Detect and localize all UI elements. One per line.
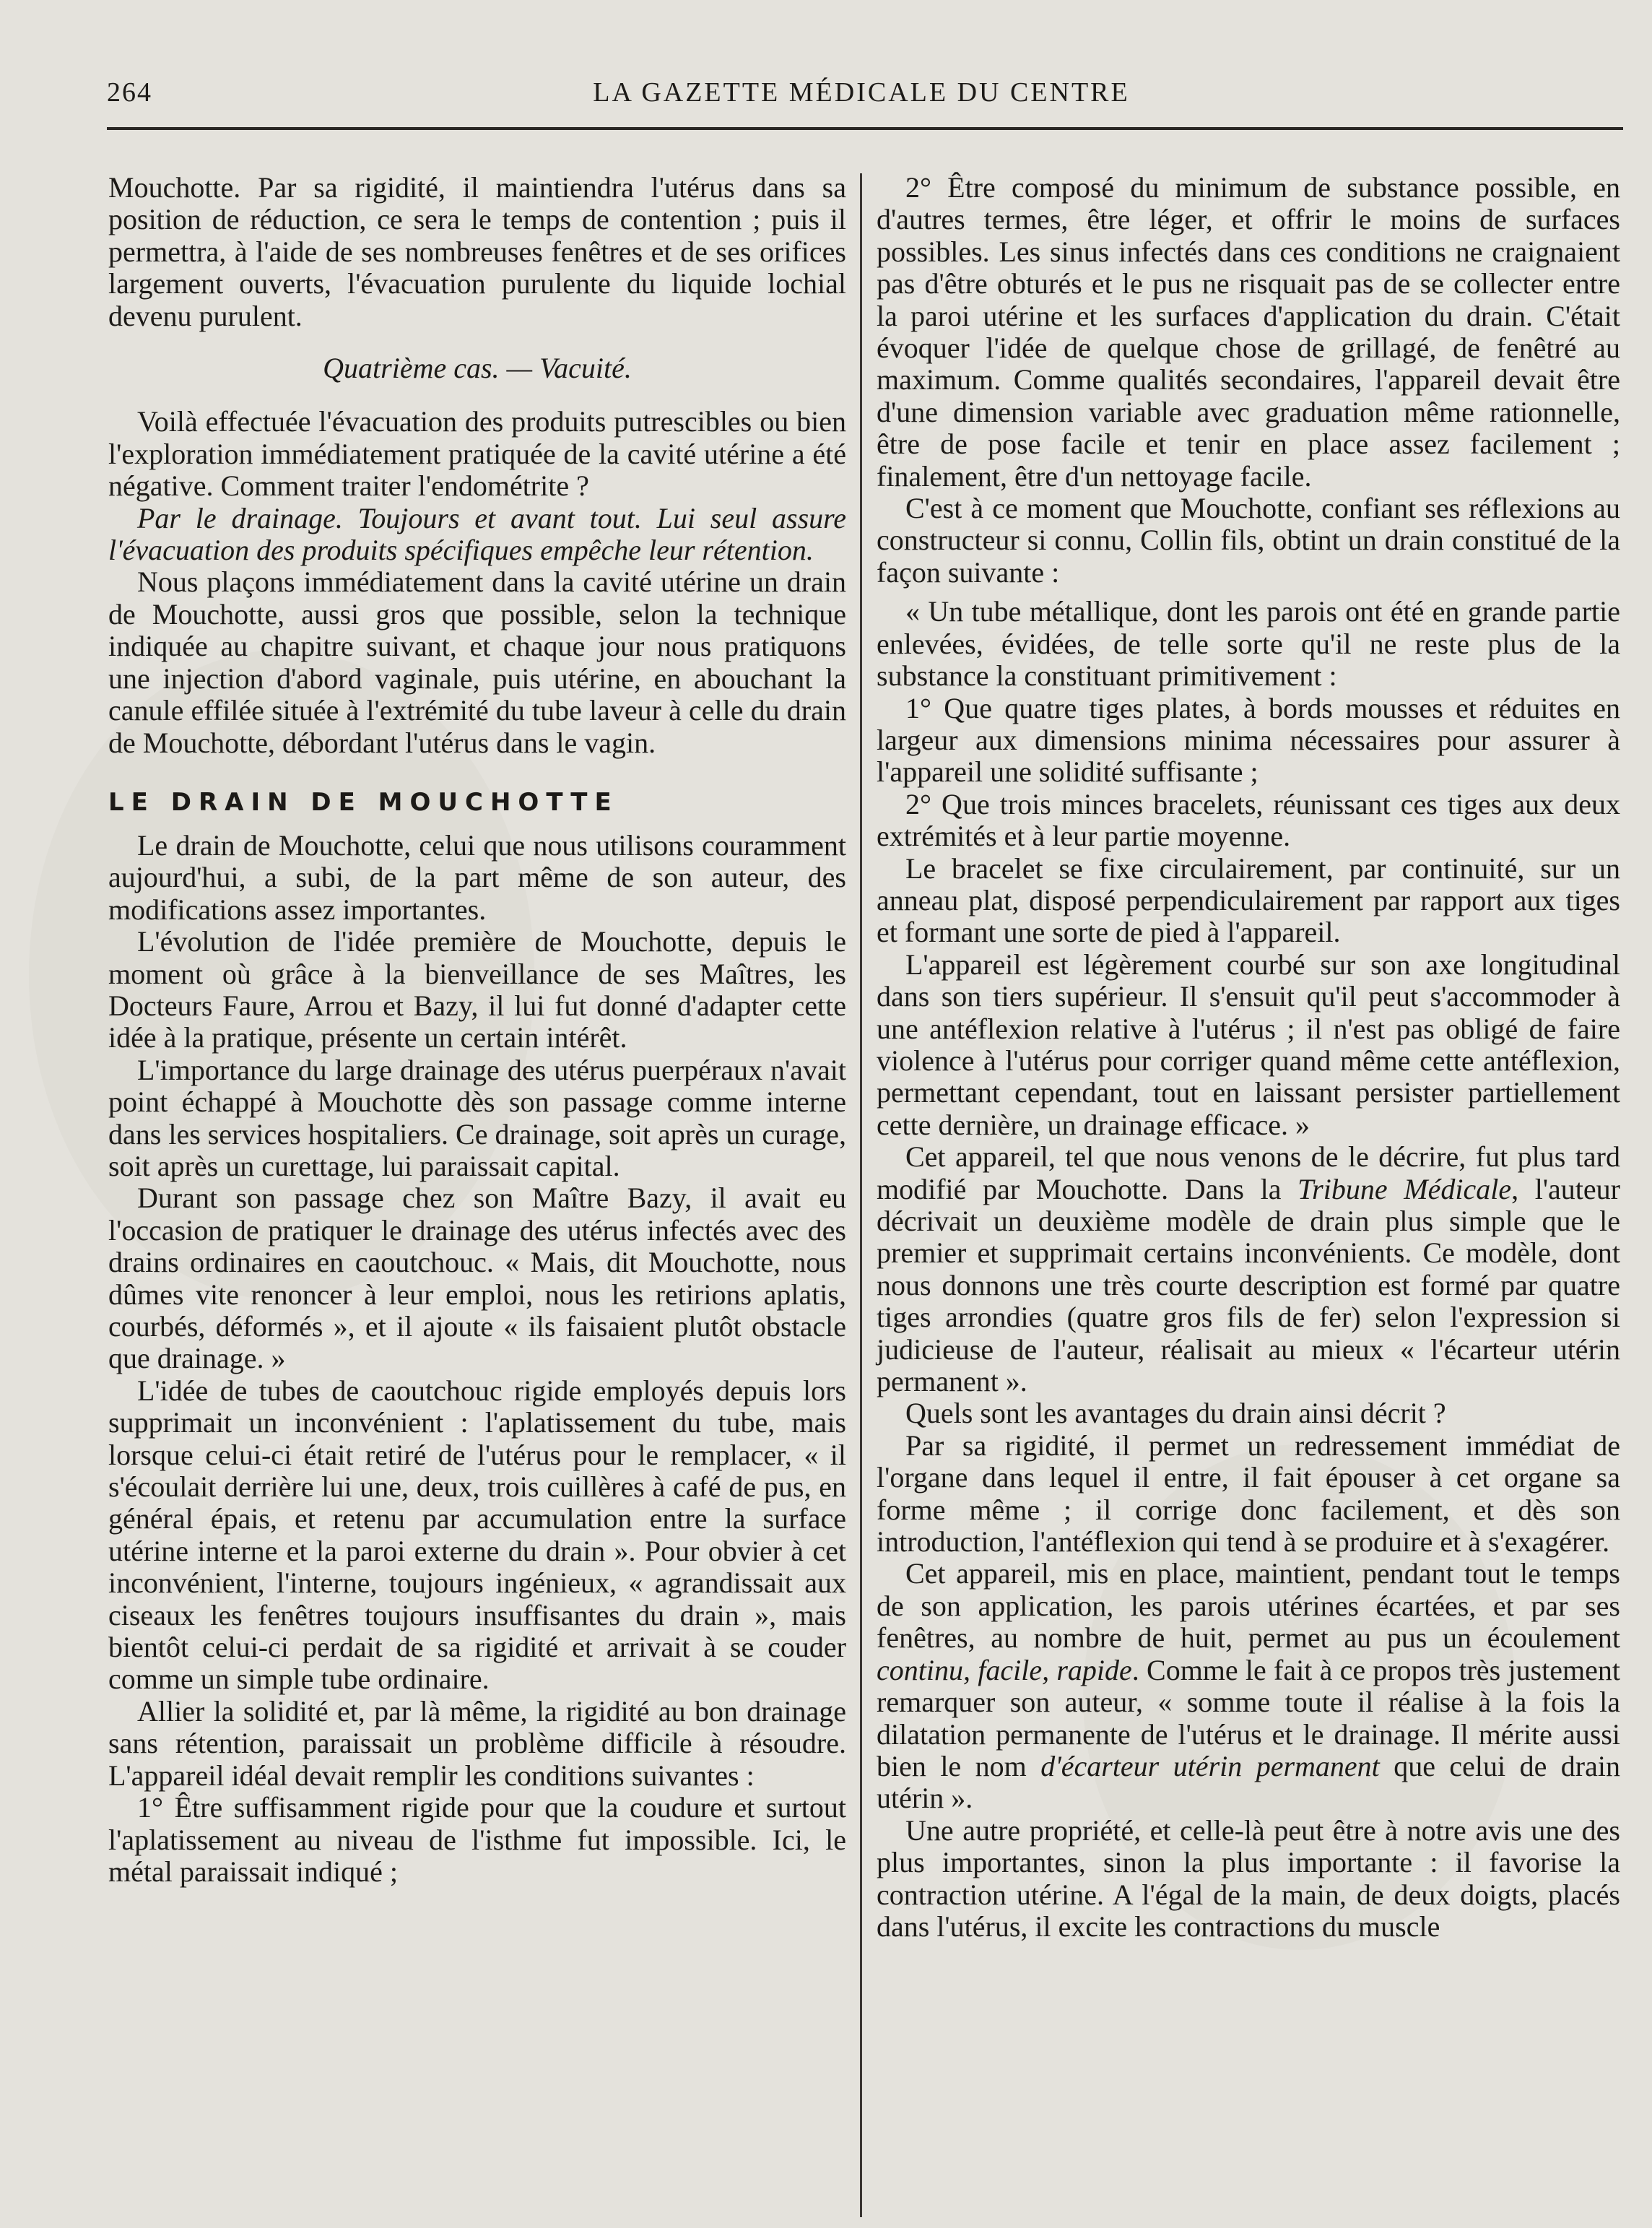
paragraph: 2° Que trois minces bracelets, réunissant ces tiges aux deux extrémités et à leur partie moyenne. — [877, 787, 1620, 853]
paragraph: Mouchotte. Par sa rigidité, il maintiendra l'utérus dans sa position de réduction, ce sera le temps de contention ; puis il permettra, à l'aide de ses nombreuses fenêtres et de ses orifices largement ouverts, l'évacuation purulente du liquide lochial devenu purulent. — [108, 171, 846, 332]
case-heading: Quatrième cas. — Vacuité. — [323, 352, 632, 385]
column-divider — [860, 173, 862, 2217]
paragraph: L'évolution de l'idée première de Mouchotte, depuis le moment où grâce à la bienveillance de ses Maîtres, les Docteurs Faure, Arrou et Bazy, il lui fut donné d'adapter cette idée à la pratique, présente un certain intérêt. — [108, 925, 846, 1054]
right-column — [877, 172, 1620, 1943]
paragraph: Allier la solidité et, par là même, la rigidité au bon drainage sans rétention, paraissait un problème difficile à résoudre. L'appareil idéal devait remplir les conditions suivantes : — [108, 1694, 846, 1792]
text-span: Cet appareil, tel que nous venons de le décrire, fut plus tard modifié par Mouchotte. Dans la — [877, 1140, 1620, 1205]
paragraph — [877, 1141, 1620, 1397]
italic-span: Tribune Médicale — [1297, 1172, 1512, 1205]
text-span: que celui de drain utérin ». — [877, 1749, 1620, 1815]
paragraph: 1° Que quatre tiges plates, à bords mousses et réduites en largeur aux dimensions minima nécessaires pour assurer à l'appareil une solidité suffisante ; — [877, 691, 1620, 789]
paragraph: Nous plaçons immédiatement dans la cavité utérine un drain de Mouchotte, aussi gros que possible, selon la technique indiquée au chapitre suivant, et chaque jour nous pratiquons une injection d'abord vaginale, puis utérine, en abouchant la canule effilée située à l'extrémité du tube laveur à celle du drain de Mouchotte, débordant l'utérus dans le vagin. — [108, 565, 846, 759]
text-span: Cet appareil, mis en place, maintient, pendant tout le temps de son application, les parois utérines écartées, et par ses fenêtres, au nombre de huit, permet au pus un écoulement — [877, 1557, 1620, 1655]
paragraph: 2° Être composé du minimum de substance possible, en d'autres termes, être léger, et offrir le moins de surfaces possibles. Les sinus infectés dans ces conditions ne craignaient pas d'être obturés et le pus ne risquait pas de se collecter entre la paroi utérine et les surfaces d'application du drain. C'était évoquer l'idée de quelque chose de grillagé, de fenêtré au maximum. Comme qualités secondaires, l'appareil devait être d'une dimension variable avec graduation même rationnelle, être de pose facile et tenir en place assez facilement ; finalement, être d'un nettoyage facile. — [877, 171, 1620, 493]
italic-span: continu, facile, rapide — [877, 1653, 1132, 1686]
paragraph: Voilà effectuée l'évacuation des produits putrescibles ou bien l'exploration immédiatement pratiquée de la cavité utérine a été négative. Comment traiter l'endométrite ? — [108, 405, 846, 503]
header-rule — [107, 127, 1623, 130]
paragraph: Quels sont les avantages du drain ainsi décrit ? — [905, 1397, 1446, 1430]
paragraph: L'idée de tubes de caoutchouc rigide employés depuis lors supprimait un inconvénient : l'aplatissement du tube, mais lorsque celui-ci était retiré de l'utérus pour le remplacer, « il s'écoulait derrière lui une, deux, trois cuillères à café de pus, en général épais, et retenu par accumulation entre la surface utérine interne et la paroi externe du drain ». Pour obvier à cet inconvénient, l'interne, toujours ingénieux, « agrandissait aux ciseaux les fenêtres toujours insuffisantes du drain », mais bientôt celui-ci perdait de sa rigidité et arrivait à se couder comme un simple tube ordinaire. — [108, 1374, 846, 1696]
journal-title: LA GAZETTE MÉDICALE DU CENTRE — [593, 77, 1130, 108]
paragraph: « Un tube métallique, dont les parois ont été en grande partie enlevées, évidées, de telle sorte qu'il ne reste plus de la substance la constituant primitivement : — [877, 595, 1620, 693]
paragraph: Par sa rigidité, il permet un redressement immédiat de l'organe dans lequel il entre, il fait épouser à cet organe sa forme même ; il corrige donc facilement, et dès son introduction, l'antéflexion qui tend à se produire et à s'exagérer. — [877, 1429, 1620, 1559]
paragraph: L'appareil est légèrement courbé sur son axe longitudinal dans son tiers supérieur. Il s'ensuit qu'il peut s'accommoder à une antéflexion relative à l'utérus ; il n'est pas obligé de faire violence à l'utérus pour corriger quand même cette antéflexion, permettant cependant, tout en laissant persister partiellement cette dernière, un drainage efficace. » — [877, 948, 1620, 1141]
italic-paragraph: Par le drainage. Toujours et avant tout. Lui seul assure l'évacuation des produits spécifiques empêche leur rétention. — [108, 501, 846, 567]
text-span: , l'auteur décrivait un deuxième modèle de drain plus simple que le premier et supprimait certains inconvénients. Ce modèle, dont nous donnons une très courte description est formé par quatre tiges arrondies (quatre gros fils de fer) selon l'expression si judicieuse de l'auteur, réalisait au mieux « l'écarteur utérin permanent ». — [877, 1172, 1620, 1398]
paragraph: C'est à ce moment que Mouchotte, confiant ses réflexions au constructeur si connu, Collin fils, obtint un drain constitué de la façon suivante : — [877, 492, 1620, 589]
paragraph: Le bracelet se fixe circulairement, par continuité, sur un anneau plat, disposé perpendiculairement par rapport aux tiges et formant une sorte de pied à l'appareil. — [877, 851, 1620, 949]
left-column — [108, 172, 846, 1888]
paragraph — [877, 1558, 1620, 1814]
paragraph: 1° Être suffisamment rigide pour que la coudure et surtout l'aplatissement au niveau de l'isthme fut impossible. Ici, le métal paraissait indiqué ; — [108, 1791, 846, 1888]
section-heading: LE DRAIN DE MOUCHOTTE — [108, 787, 619, 817]
text-span: . Comme le fait à ce propos très justement remarquer son auteur, « somme toute il réalise à la fois la dilatation permanente de l'utérus et le drainage. Il mérite aussi bien le nom — [877, 1653, 1620, 1782]
paragraph: Une autre propriété, et celle-là peut être à notre avis une des plus importantes, sinon la plus importante : il favorise la contraction utérine. A l'égal de la main, de deux doigts, placés dans l'utérus, il excite les contractions du muscle — [877, 1813, 1620, 1943]
paragraph: Durant son passage chez son Maître Bazy, il avait eu l'occasion de pratiquer le drainage des utérus infectés avec des drains ordinaires en caoutchouc. « Mais, dit Mouchotte, nous dûmes vite renoncer à leur emploi, nous les retirions aplatis, courbés, déformés », et il ajoute « ils faisaient plutôt obstacle que drainage. » — [108, 1182, 846, 1375]
paragraph: Le drain de Mouchotte, celui que nous utilisons couramment aujourd'hui, a subi, de la part même de son auteur, des modifications assez importantes. — [108, 828, 846, 926]
italic-span: d'écarteur utérin permanent — [1040, 1749, 1380, 1782]
page-header — [107, 77, 1616, 120]
page-number: 264 — [107, 77, 152, 108]
paragraph: L'importance du large drainage des utérus puerpéraux n'avait point échappé à Mouchotte dès son passage comme interne dans les services hospitaliers. Ce drainage, soit après un curage, soit après un curettage, lui paraissait capital. — [108, 1053, 846, 1182]
